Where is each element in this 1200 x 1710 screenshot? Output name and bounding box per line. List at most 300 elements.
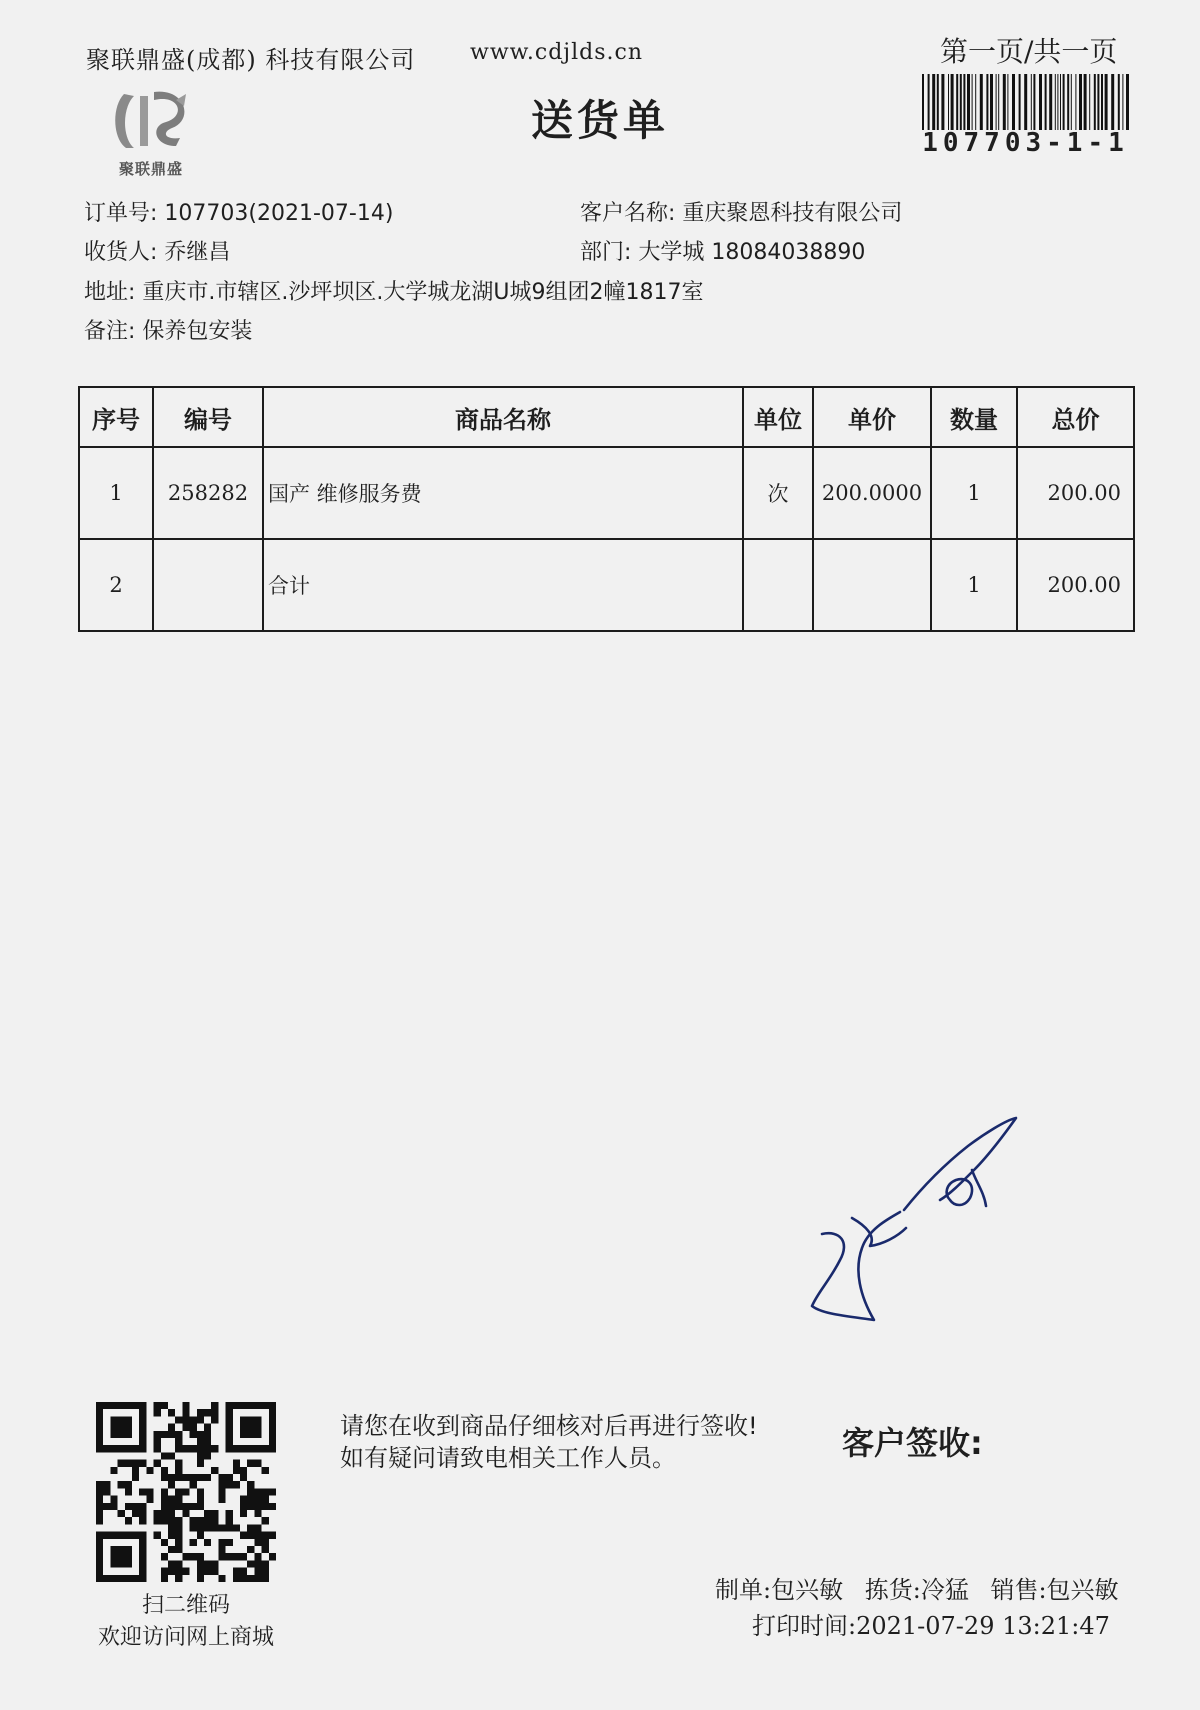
qr-module bbox=[254, 1553, 261, 1560]
qr-module bbox=[139, 1409, 146, 1416]
qr-module bbox=[211, 1517, 218, 1524]
qr-module bbox=[197, 1488, 204, 1495]
qr-module bbox=[168, 1452, 175, 1459]
barcode-bar bbox=[1071, 74, 1072, 130]
customer-sign-label: 客户签收: bbox=[842, 1424, 983, 1462]
qr-module bbox=[218, 1539, 225, 1546]
qr-module bbox=[262, 1402, 269, 1409]
barcode-bar bbox=[1118, 74, 1120, 130]
barcode-bar bbox=[951, 74, 954, 130]
qr-module bbox=[132, 1402, 139, 1409]
qr-module bbox=[110, 1445, 117, 1452]
barcode-bar bbox=[1024, 74, 1027, 130]
qr-module bbox=[161, 1496, 168, 1503]
qr-module bbox=[240, 1416, 247, 1423]
qr-caption-scan: 扫二维码 bbox=[141, 1593, 230, 1618]
qr-module bbox=[211, 1560, 218, 1567]
qr-module bbox=[175, 1517, 182, 1524]
qr-module bbox=[254, 1532, 261, 1539]
qr-module bbox=[132, 1467, 139, 1474]
qr-module bbox=[139, 1402, 146, 1409]
qr-module bbox=[269, 1445, 276, 1452]
qr-module bbox=[182, 1474, 189, 1481]
qr-module bbox=[211, 1568, 218, 1575]
cell-seq: 1 bbox=[79, 447, 153, 539]
qr-module bbox=[168, 1474, 175, 1481]
qr-module bbox=[175, 1438, 182, 1445]
qr-module bbox=[262, 1560, 269, 1567]
barcode-bar bbox=[948, 74, 949, 130]
qr-module bbox=[125, 1575, 132, 1582]
qr-module bbox=[96, 1496, 103, 1503]
qr-module bbox=[110, 1532, 117, 1539]
qr-module bbox=[132, 1503, 139, 1510]
qr-module bbox=[240, 1467, 247, 1474]
qr-module bbox=[168, 1481, 175, 1488]
qr-module bbox=[182, 1424, 189, 1431]
qr-module bbox=[125, 1424, 132, 1431]
qr-module bbox=[146, 1488, 153, 1495]
qr-module bbox=[168, 1503, 175, 1510]
customer-row bbox=[580, 196, 902, 227]
qr-module bbox=[254, 1402, 261, 1409]
qr-module bbox=[247, 1532, 254, 1539]
qr-module bbox=[211, 1524, 218, 1531]
qr-module bbox=[96, 1445, 103, 1452]
cell-code bbox=[153, 539, 263, 631]
header-unit: 单位 bbox=[743, 387, 813, 447]
qr-module bbox=[240, 1503, 247, 1510]
qr-module bbox=[118, 1575, 125, 1582]
qr-module bbox=[161, 1452, 168, 1459]
qr-module bbox=[262, 1575, 269, 1582]
qr-module bbox=[168, 1546, 175, 1553]
qr-module bbox=[118, 1424, 125, 1431]
qr-module bbox=[118, 1460, 125, 1467]
qr-module bbox=[247, 1560, 254, 1567]
qr-module bbox=[154, 1402, 161, 1409]
qr-module bbox=[175, 1416, 182, 1423]
barcode-bar bbox=[1105, 74, 1108, 130]
barcode-bar bbox=[996, 74, 997, 130]
qr-module bbox=[118, 1560, 125, 1567]
qr-module bbox=[175, 1524, 182, 1531]
consignee-value: 乔继昌 bbox=[164, 240, 231, 265]
qr-code bbox=[96, 1402, 276, 1582]
qr-module bbox=[204, 1424, 211, 1431]
website-url: www.cdjlds.cn bbox=[470, 40, 643, 65]
qr-module bbox=[254, 1539, 261, 1546]
barcode-bar bbox=[1067, 74, 1069, 130]
qr-module bbox=[118, 1553, 125, 1560]
qr-module bbox=[233, 1568, 240, 1575]
barcode-bar bbox=[967, 74, 970, 130]
qr-module bbox=[197, 1496, 204, 1503]
qr-module bbox=[262, 1467, 269, 1474]
qr-module bbox=[154, 1510, 161, 1517]
qr-module bbox=[226, 1539, 233, 1546]
qr-module bbox=[218, 1546, 225, 1553]
qr-module bbox=[118, 1510, 125, 1517]
qr-module bbox=[110, 1467, 117, 1474]
header-product-name: 商品名称 bbox=[263, 387, 743, 447]
qr-module bbox=[269, 1438, 276, 1445]
qr-module bbox=[233, 1481, 240, 1488]
qr-module bbox=[197, 1438, 204, 1445]
qr-module bbox=[175, 1532, 182, 1539]
qr-module bbox=[161, 1517, 168, 1524]
qr-module bbox=[226, 1474, 233, 1481]
qr-module bbox=[110, 1424, 117, 1431]
qr-module bbox=[175, 1496, 182, 1503]
barcode-bar bbox=[941, 74, 944, 130]
barcode-bar bbox=[1031, 74, 1032, 130]
cell-seq: 2 bbox=[79, 539, 153, 631]
qr-module bbox=[269, 1416, 276, 1423]
qr-module bbox=[254, 1431, 261, 1438]
department-label: 部门: bbox=[580, 240, 632, 265]
qr-module bbox=[154, 1409, 161, 1416]
qr-module bbox=[103, 1503, 110, 1510]
barcode-bar bbox=[1012, 74, 1015, 130]
qr-module bbox=[269, 1553, 276, 1560]
qr-module bbox=[168, 1431, 175, 1438]
address-value: 重庆市.市辖区.沙坪坝区.大学城龙湖U城9组团2幢1817室 bbox=[142, 280, 704, 305]
customer-signature bbox=[800, 1110, 1040, 1340]
qr-module bbox=[190, 1424, 197, 1431]
qr-module bbox=[110, 1431, 117, 1438]
company-name: 聚联鼎盛(成都) 科技有限公司 bbox=[86, 46, 416, 74]
qr-module bbox=[182, 1568, 189, 1575]
qr-module bbox=[175, 1568, 182, 1575]
qr-module bbox=[103, 1488, 110, 1495]
logo-text: 聚联鼎盛 bbox=[118, 160, 183, 178]
qr-module bbox=[139, 1503, 146, 1510]
cell-unit: 次 bbox=[743, 447, 813, 539]
qr-module bbox=[226, 1424, 233, 1431]
qr-module bbox=[190, 1445, 197, 1452]
barcode-bar bbox=[972, 74, 973, 130]
qr-module bbox=[197, 1452, 204, 1459]
consignee-label: 收货人: bbox=[84, 240, 158, 265]
qr-module bbox=[197, 1568, 204, 1575]
qr-module bbox=[182, 1445, 189, 1452]
qr-module bbox=[247, 1424, 254, 1431]
qr-module bbox=[96, 1503, 103, 1510]
qr-module bbox=[218, 1496, 225, 1503]
qr-module bbox=[125, 1532, 132, 1539]
qr-module bbox=[240, 1424, 247, 1431]
qr-module bbox=[96, 1510, 103, 1517]
qr-module bbox=[204, 1568, 211, 1575]
qr-module bbox=[269, 1532, 276, 1539]
qr-module bbox=[226, 1517, 233, 1524]
qr-module bbox=[262, 1503, 269, 1510]
qr-module bbox=[139, 1553, 146, 1560]
qr-module bbox=[182, 1402, 189, 1409]
qr-module bbox=[175, 1467, 182, 1474]
qr-module bbox=[254, 1560, 261, 1567]
qr-module bbox=[139, 1488, 146, 1495]
qr-module bbox=[132, 1460, 139, 1467]
qr-module bbox=[96, 1575, 103, 1582]
barcode-bar bbox=[922, 74, 924, 130]
cell-unit bbox=[743, 539, 813, 631]
qr-module bbox=[269, 1409, 276, 1416]
qr-module bbox=[204, 1409, 211, 1416]
qr-module bbox=[197, 1553, 204, 1560]
address-row bbox=[84, 275, 704, 306]
qr-caption-visit: 欢迎访问网上商城 bbox=[97, 1625, 274, 1650]
qr-module bbox=[161, 1575, 168, 1582]
barcode-bar bbox=[986, 74, 988, 130]
cell-quantity: 1 bbox=[931, 539, 1017, 631]
qr-module bbox=[125, 1481, 132, 1488]
qr-module bbox=[254, 1488, 261, 1495]
qr-module bbox=[139, 1510, 146, 1517]
qr-module bbox=[132, 1474, 139, 1481]
qr-module bbox=[132, 1510, 139, 1517]
qr-module bbox=[132, 1575, 139, 1582]
qr-module bbox=[262, 1445, 269, 1452]
barcode-bar bbox=[1049, 74, 1052, 130]
document-title: 送货单 bbox=[530, 96, 669, 145]
qr-module bbox=[254, 1575, 261, 1582]
qr-module bbox=[233, 1402, 240, 1409]
qr-module bbox=[233, 1524, 240, 1531]
qr-module bbox=[125, 1402, 132, 1409]
barcode-bar bbox=[1019, 74, 1021, 130]
qr-module bbox=[175, 1445, 182, 1452]
barcode-bar bbox=[932, 74, 935, 130]
qr-module bbox=[190, 1517, 197, 1524]
qr-module bbox=[262, 1532, 269, 1539]
barcode-bar bbox=[1060, 74, 1061, 130]
qr-module bbox=[269, 1402, 276, 1409]
qr-module bbox=[161, 1488, 168, 1495]
qr-module bbox=[247, 1524, 254, 1531]
qr-module bbox=[254, 1445, 261, 1452]
qr-module bbox=[269, 1424, 276, 1431]
qr-module bbox=[247, 1488, 254, 1495]
qr-module bbox=[175, 1560, 182, 1567]
barcode-bar bbox=[1045, 74, 1047, 130]
barcode-bar bbox=[990, 74, 993, 130]
qr-module bbox=[204, 1517, 211, 1524]
qr-module bbox=[161, 1467, 168, 1474]
qr-module bbox=[103, 1532, 110, 1539]
header-code: 编号 bbox=[153, 387, 263, 447]
qr-module bbox=[240, 1445, 247, 1452]
qr-module bbox=[190, 1474, 197, 1481]
barcode-bar bbox=[963, 74, 965, 130]
qr-module bbox=[139, 1416, 146, 1423]
barcode-bar bbox=[1007, 74, 1008, 130]
qr-module bbox=[247, 1402, 254, 1409]
qr-module bbox=[211, 1416, 218, 1423]
qr-module bbox=[96, 1568, 103, 1575]
header-unit-price: 单价 bbox=[813, 387, 931, 447]
qr-module bbox=[233, 1575, 240, 1582]
qr-module bbox=[103, 1445, 110, 1452]
qr-module bbox=[118, 1416, 125, 1423]
cell-unit-price: 200.0000 bbox=[813, 447, 931, 539]
qr-module bbox=[125, 1445, 132, 1452]
header-quantity: 数量 bbox=[931, 387, 1017, 447]
cell-code: 258282 bbox=[153, 447, 263, 539]
qr-module bbox=[226, 1510, 233, 1517]
qr-module bbox=[262, 1539, 269, 1546]
qr-module bbox=[168, 1524, 175, 1531]
qr-module bbox=[146, 1496, 153, 1503]
order-number-row bbox=[84, 196, 393, 227]
qr-module bbox=[204, 1474, 211, 1481]
customer-label: 客户名称: bbox=[580, 201, 676, 226]
qr-module bbox=[168, 1510, 175, 1517]
qr-module bbox=[125, 1560, 132, 1567]
qr-module bbox=[110, 1402, 117, 1409]
barcode-bar bbox=[1075, 74, 1076, 130]
header-total: 总价 bbox=[1017, 387, 1134, 447]
qr-module bbox=[161, 1503, 168, 1510]
qr-module bbox=[226, 1481, 233, 1488]
barcode-bar bbox=[1089, 74, 1090, 130]
qr-module bbox=[96, 1431, 103, 1438]
qr-module bbox=[226, 1524, 233, 1531]
qr-module bbox=[154, 1517, 161, 1524]
qr-module bbox=[139, 1438, 146, 1445]
qr-module bbox=[139, 1539, 146, 1546]
qr-module bbox=[139, 1575, 146, 1582]
qr-module bbox=[103, 1481, 110, 1488]
barcode bbox=[920, 74, 1130, 130]
qr-module bbox=[226, 1431, 233, 1438]
qr-module bbox=[204, 1510, 211, 1517]
qr-module bbox=[175, 1539, 182, 1546]
qr-module bbox=[118, 1532, 125, 1539]
qr-module bbox=[226, 1553, 233, 1560]
qr-module bbox=[96, 1481, 103, 1488]
qr-module bbox=[190, 1481, 197, 1488]
barcode-bar bbox=[1101, 74, 1103, 130]
qr-module bbox=[262, 1496, 269, 1503]
qr-module bbox=[154, 1431, 161, 1438]
qr-module bbox=[168, 1532, 175, 1539]
qr-module bbox=[226, 1409, 233, 1416]
qr-module bbox=[254, 1524, 261, 1531]
qr-module bbox=[204, 1445, 211, 1452]
qr-module bbox=[125, 1488, 132, 1495]
qr-module bbox=[197, 1409, 204, 1416]
qr-module bbox=[161, 1431, 168, 1438]
qr-module bbox=[154, 1532, 161, 1539]
signing-notice: 请您在收到商品仔细核对后再进行签收!如有疑问请致电相关工作人员。 bbox=[340, 1412, 758, 1472]
qr-module bbox=[168, 1560, 175, 1567]
qr-module bbox=[247, 1496, 254, 1503]
qr-module bbox=[197, 1416, 204, 1423]
qr-module bbox=[132, 1532, 139, 1539]
qr-module bbox=[240, 1402, 247, 1409]
qr-module bbox=[118, 1546, 125, 1553]
qr-module bbox=[175, 1460, 182, 1467]
qr-module bbox=[247, 1431, 254, 1438]
cell-quantity: 1 bbox=[931, 447, 1017, 539]
qr-module bbox=[247, 1546, 254, 1553]
qr-module bbox=[218, 1575, 225, 1582]
qr-module bbox=[269, 1488, 276, 1495]
qr-module bbox=[175, 1546, 182, 1553]
qr-module bbox=[269, 1503, 276, 1510]
company-logo bbox=[110, 86, 192, 176]
qr-module bbox=[240, 1553, 247, 1560]
qr-module bbox=[197, 1517, 204, 1524]
order-number-label: 订单号: bbox=[84, 201, 158, 226]
barcode-bar bbox=[1055, 74, 1056, 130]
qr-module bbox=[96, 1488, 103, 1495]
qr-module bbox=[240, 1431, 247, 1438]
qr-module bbox=[190, 1524, 197, 1531]
remark-value: 保养包安装 bbox=[142, 319, 253, 344]
qr-module bbox=[146, 1467, 153, 1474]
qr-module bbox=[262, 1568, 269, 1575]
qr-module bbox=[96, 1424, 103, 1431]
qr-module bbox=[197, 1445, 204, 1452]
cell-total: 200.00 bbox=[1017, 447, 1134, 539]
barcode-bar bbox=[1063, 74, 1065, 130]
qr-module bbox=[240, 1532, 247, 1539]
qr-module bbox=[226, 1445, 233, 1452]
qr-module bbox=[118, 1431, 125, 1438]
qr-module bbox=[240, 1474, 247, 1481]
qr-module bbox=[204, 1539, 211, 1546]
qr-module bbox=[139, 1424, 146, 1431]
qr-module bbox=[96, 1409, 103, 1416]
page-indicator: 第一页/共一页 bbox=[940, 35, 1118, 68]
barcode-bar bbox=[1039, 74, 1042, 130]
qr-module bbox=[139, 1560, 146, 1567]
qr-module bbox=[218, 1488, 225, 1495]
consignee-row bbox=[84, 235, 230, 266]
qr-module bbox=[182, 1416, 189, 1423]
qr-module bbox=[247, 1416, 254, 1423]
barcode-bar bbox=[975, 74, 976, 130]
department-value: 大学城 18084038890 bbox=[638, 240, 866, 265]
barcode-bar bbox=[1084, 74, 1087, 130]
qr-module bbox=[197, 1474, 204, 1481]
qr-module bbox=[211, 1402, 218, 1409]
qr-module bbox=[197, 1431, 204, 1438]
barcode-bar bbox=[1111, 74, 1114, 130]
qr-module bbox=[96, 1517, 103, 1524]
barcode-bar bbox=[980, 74, 983, 130]
barcode-bar bbox=[937, 74, 939, 130]
qr-module bbox=[154, 1445, 161, 1452]
qr-module bbox=[197, 1532, 204, 1539]
barcode-bar bbox=[1126, 74, 1129, 130]
table-row bbox=[79, 447, 1134, 539]
qr-module bbox=[190, 1553, 197, 1560]
qr-module bbox=[96, 1546, 103, 1553]
qr-module bbox=[175, 1431, 182, 1438]
qr-module bbox=[218, 1553, 225, 1560]
qr-module bbox=[233, 1553, 240, 1560]
qr-module bbox=[254, 1416, 261, 1423]
remark-label: 备注: bbox=[84, 319, 136, 344]
qr-module bbox=[254, 1510, 261, 1517]
barcode-bar bbox=[998, 74, 999, 130]
qr-module bbox=[218, 1481, 225, 1488]
qr-module bbox=[190, 1431, 197, 1438]
